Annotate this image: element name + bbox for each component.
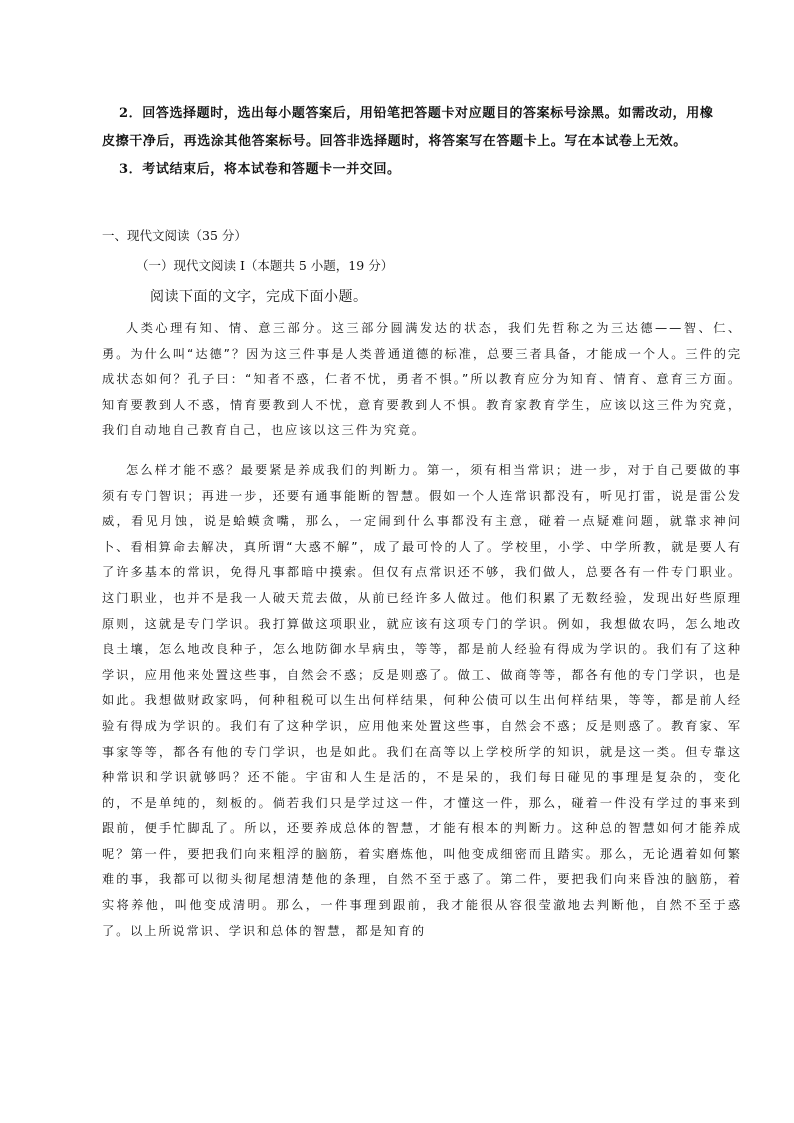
instruction-item-2: 2．回答选择题时，选出每小题答案后，用铅笔把答题卡对应题目的答案标号涂黑。如需改动，用橡皮擦干净后，再选涂其他答案标号。回答非选择题时，将答案写在答题卡上。写在本试卷上无效。 — [102, 106, 714, 149]
passage-paragraph-1: 人类心理有知、情、意三部分。这三部分圆满发达的状态，我们先哲称之为三达德——智、仁、勇。为什么叫“达德”？因为这三件事是人类普通道德的标准，总要三者具备，才能成一个人。三件的完成状态如何？孔子曰：“知者不惑，仁者不忧，勇者不惧。”所以教育应分为知育、情育、意育三方面。知育要教到人不惑，情育要教到人不忧，意育要教到人不惧。教育家教育学生，应该以这三件为究竟，我们自动地自己教育自己，也应该以这三件为究竟。 — [102, 321, 742, 438]
passage-paragraph-2: 怎么样才能不惑？最要紧是养成我们的判断力。第一，须有相当常识；进一步，对于自己要做的事须有专门智识；再进一步，还要有通事能断的智慧。假如一个人连常识都没有，听见打雷，说是雷公发威，看见月蚀，说是蛤蟆贪嘴，那么，一定闹到什么事都没有主意，碰着一点疑难问题，就靠求神问卜、看相算命去解决，真所谓“大惑不解”，成了最可怜的人了。学校里，小学、中学所教，就是要人有了许多基本的常识，免得凡事都暗中摸索。但仅有点常识还不够，我们做人，总要各有一件专门职业。这门职业，也并不是我一人破天荒去做，从前已经许多人做过。他们积累了无数经验，发现出好些原理原则，这就是专门学识。我打算做这项职业，就应该有这项专门的学识。例如，我想做农吗，怎么地改良土壤，怎么地改良种子，怎么地防御水旱病虫，等等，都是前人经验有得成为学识的。我们有了这种学识，应用他来处置这些事，自然会不惑；反是则惑了。做工、做商等等，都各有他的专门学识，也是如此。我想做财政家吗，何种租税可以生出何样结果，何种公债可以生出何样结果，等等，都是前人经验有得成为学识的。我们有了这种学识，应用他来处置这些事，自然会不惑；反是则惑了。教育家、军事家等等，都各有他的专门学识，也是如此。我们在高等以上学校所学的知识，就是这一类。但专靠这种常识和学识就够吗？还不能。宇宙和人生是活的，不是呆的，我们每日碰见的事理是复杂的，变化的，不是单纯的，刻板的。倘若我们只是学过这一件，才懂这一件，那么，碰着一件没有学过的事来到跟前，便手忙脚乱了。所以，还要养成总体的智慧，才能有根本的判断力。这种总的智慧如何才能养成呢？第一件，要把我们向来粗浮的脑筋，着实磨炼他，叫他变成细密而且踏实。那么，无论遇着如何繁难的事，我都可以彻头彻尾想清楚他的条理，自然不至于惑了。第二件，要把我们向来昏浊的脑筋，着实将养他，叫他变成清明。那么，一件事理到跟前，我才能很从容很莹澈地去判断他，自然不至于惑了。以上所说常识、学识和总体的智慧，都是知育的 — [102, 462, 742, 938]
reading-passage — [102, 316, 742, 944]
instruction-item-3: 3．考试结束后，将本试卷和答题卡一并交回。 — [119, 162, 401, 177]
instruction-block — [102, 100, 722, 184]
section-title: 一、现代文阅读（35 分） — [102, 228, 247, 243]
subsection-title: （一）现代文阅读 I（本题共 5 小题，19 分） — [136, 258, 394, 273]
reading-instruction: 阅读下面的文字，完成下面小题。 — [150, 289, 368, 305]
